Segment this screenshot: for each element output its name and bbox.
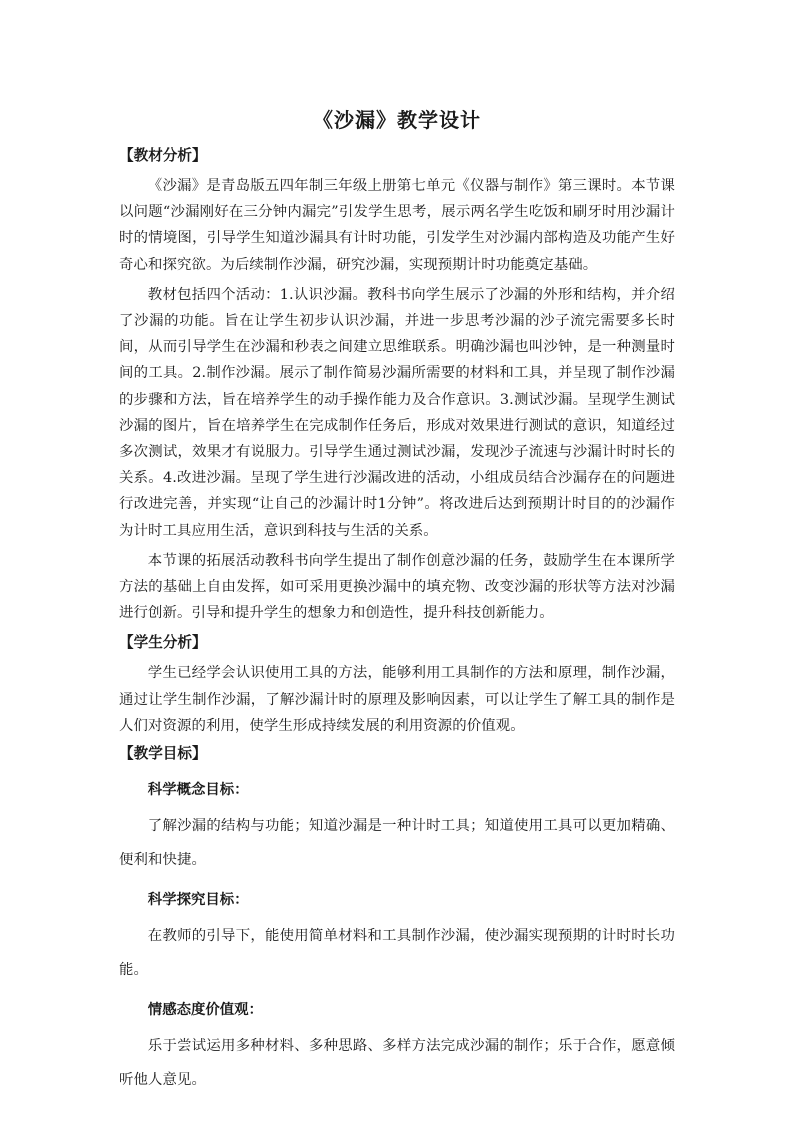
section-heading-textbook-analysis: 【教材分析】 <box>119 147 207 164</box>
paragraph: 学生已经学会认识使用工具的方法，能够利用工具制作的方法和原理，制作沙漏，通过让学生制作沙漏，了解沙漏计时的原理及影响因素，可以让学生了解工具的制作是人们对资源的利用，使学生形成持续发展的利用资源的价值观。 <box>119 665 675 734</box>
section-heading-teaching-goals: 【教学目标】 <box>119 745 207 763</box>
goal-label-science-concept: 科学概念目标： <box>147 781 249 799</box>
section-heading-student-analysis: 【学生分析】 <box>119 634 207 652</box>
section-student-analysis <box>119 630 675 739</box>
section-textbook-analysis <box>119 143 675 626</box>
section-teaching-goals <box>119 741 675 1097</box>
goal-text-science-inquiry: 在教师的引导下，能使用简单材料和工具制作沙漏，使沙漏实现预期的计时时长功能。 <box>119 928 675 979</box>
document-title: 《沙漏》教学设计 <box>313 108 481 132</box>
paragraph: 《沙漏》是青岛版五四年制三年级上册第七单元《仪器与制作》第三课时。本节课以问题“沙漏刚好在三分钟内漏完”引发学生思考，展示两名学生吃饭和刷牙时用沙漏计时的情境图，引导学生知道沙漏具有计时功能，引发学生对沙漏内部构造及功能产生好奇心和探究欲。为后续制作沙漏，研究沙漏，实现预期计时功能奠定基础。 <box>119 178 675 273</box>
paragraph: 教材包括四个活动：1.认识沙漏。教科书向学生展示了沙漏的外形和结构，并介绍了沙漏的功能。旨在让学生初步认识沙漏，并进一步思考沙漏的沙子流完需要多长时间，从而引导学生在沙漏和秒表之间建立思维联系。明确沙漏也叫沙钟，是一种测量时间的工具。2.制作沙漏。展示了制作简易沙漏所需要的材料和工具，并呈现了制作沙漏的步骤和方法，旨在培养学生的动手操作能力及合作意识。3.测试沙漏。呈现学生测试沙漏的图片，旨在培养学生在完成制作任务后，形成对效果进行测试的意识，知道经过多次测试，效果才有说服力。引导学生通过测试沙漏，发现沙子流速与沙漏计时时长的关系。4.改进沙漏。呈现了学生进行沙漏改进的活动，小组成员结合沙漏存在的问题进行改进完善，并实现“让自己的沙漏计时1分钟”。将改进后达到预期计时目的的沙漏作为计时工具应用生活，意识到科技与生活的关系。 <box>119 286 675 539</box>
goal-text-attitude-values: 乐于尝试运用多种材料、多种思路、多样方法完成沙漏的制作；乐于合作，愿意倾听他人意见。 <box>119 1038 675 1089</box>
paragraph: 本节课的拓展活动教科书向学生提出了制作创意沙漏的任务，鼓励学生在本课所学方法的基础上自由发挥，如可采用更换沙漏中的填充物、改变沙漏的形状等方法对沙漏进行创新。引导和提升学生的想象力和创造性，提升科技创新能力。 <box>119 552 675 622</box>
document-body <box>119 143 675 1097</box>
goal-label-attitude-values: 情感态度价值观： <box>147 1001 263 1019</box>
goal-text-science-concept: 了解沙漏的结构与功能；知道沙漏是一种计时工具；知道使用工具可以更加精确、便利和快捷。 <box>119 818 675 869</box>
goal-label-science-inquiry: 科学探究目标： <box>147 891 249 909</box>
